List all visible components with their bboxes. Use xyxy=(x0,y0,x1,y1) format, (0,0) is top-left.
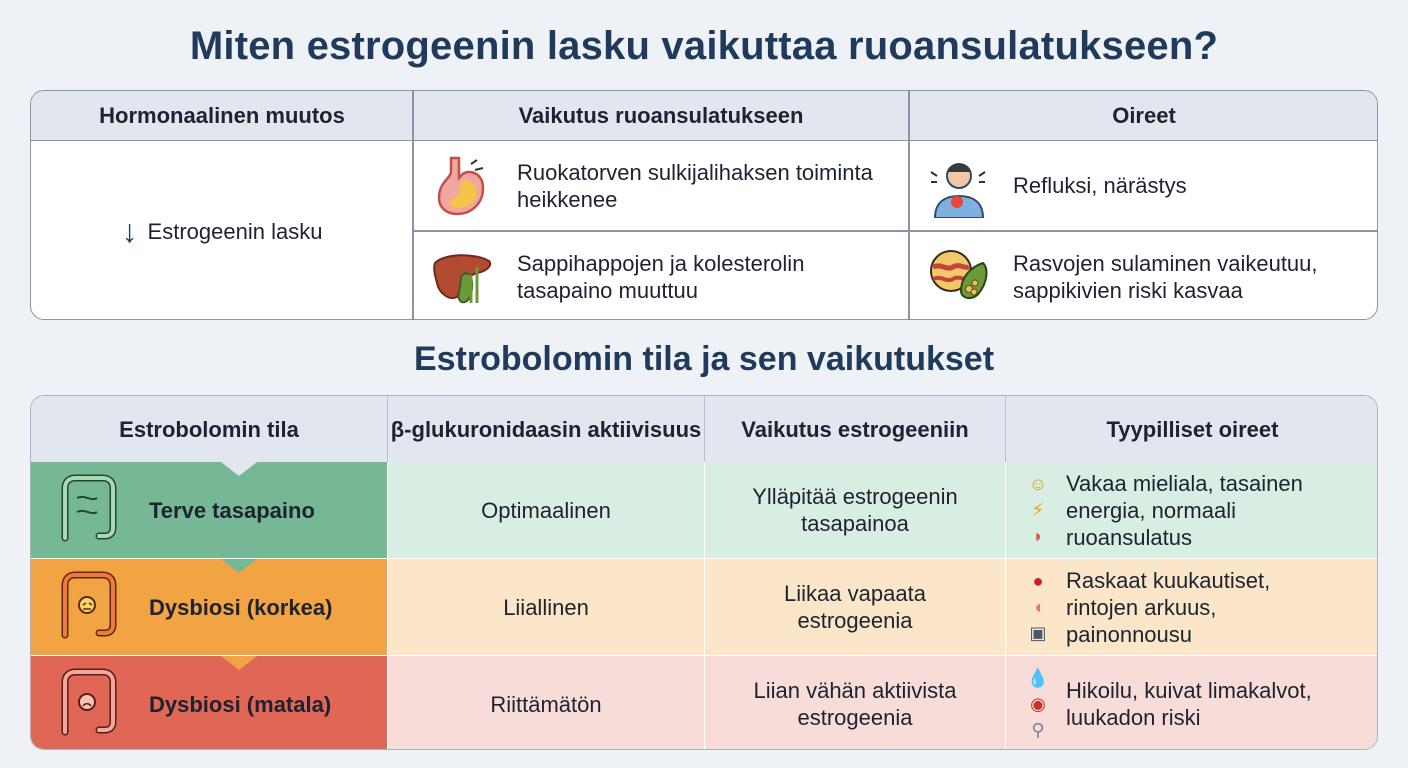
dysbiotic-gut-icon xyxy=(51,666,127,742)
estrogen-decline-label: Estrogeenin lasku xyxy=(147,218,323,244)
symptoms-label: Vakaa mieliala, tasainen energia, normaali ruoansulatus xyxy=(1066,470,1303,550)
state-label: Dysbiosi (matala) xyxy=(149,691,332,717)
bone-icon: ⚲ xyxy=(1031,720,1045,740)
effect-cell-2 xyxy=(431,232,901,320)
header-hormonal-change: Hormonaalinen muutos xyxy=(31,91,413,141)
header-typical-symptoms: Tyypilliset oireet xyxy=(1006,396,1378,462)
symptoms-cell xyxy=(1006,559,1378,655)
table-row xyxy=(31,462,1378,558)
sweat-drops-icon: 💧 xyxy=(1026,668,1050,688)
header-digestive-effect: Vaikutus ruoansulatukseen xyxy=(413,91,909,141)
table-row xyxy=(31,559,1378,655)
breast-icon: ◖ xyxy=(1032,597,1044,617)
effect-label: Liian vähän aktiivista estrogeenia xyxy=(753,678,957,730)
blood-drop-icon: ● xyxy=(1032,571,1044,591)
symptom-text-2: Rasvojen sulaminen vaikeutuu, sappikivien riski kasvaa xyxy=(1013,250,1318,303)
effect-label: Ylläpitää estrogeenin tasapainoa xyxy=(752,484,958,536)
page-title: Miten estrogeenin lasku vaikuttaa ruoansulatukseen? xyxy=(189,24,1219,68)
header-symptoms: Oireet xyxy=(909,91,1378,141)
state-label: Terve tasapaino xyxy=(149,497,315,523)
heartburn-person-icon xyxy=(927,154,991,218)
header-beta-glucuronidase: β-glukuronidaasin aktiivisuus xyxy=(388,396,705,462)
estrogen-decline-cell xyxy=(31,141,413,320)
activity-label: Riittämätön xyxy=(490,691,602,717)
state-label: Dysbiosi (korkea) xyxy=(149,594,333,620)
gallstones-icon xyxy=(927,245,991,309)
activity-label: Optimaalinen xyxy=(481,497,611,523)
activity-label: Liiallinen xyxy=(503,594,589,620)
state-cell xyxy=(31,462,388,558)
symptoms-cell xyxy=(1006,656,1378,750)
table-row xyxy=(31,656,1378,750)
healthy-gut-icon xyxy=(51,472,127,548)
effect-text-2: Sappihappojen ja kolesterolin tasapaino muuttuu xyxy=(517,250,805,303)
symptoms-label: Hikoilu, kuivat limakalvot, luukadon riski xyxy=(1066,678,1312,730)
smile-icon: ☺ xyxy=(1028,474,1048,494)
header-estrogen-effect: Vaikutus estrogeeniin xyxy=(705,396,1006,462)
effect-cell xyxy=(705,656,1006,750)
scale-icon: ▣ xyxy=(1029,623,1047,643)
section-title: Estrobolomin tila ja sen vaikutukset xyxy=(413,340,995,378)
energy-icon: ⚡ xyxy=(1031,500,1045,520)
hormone-table xyxy=(30,90,1378,320)
inflamed-gut-icon xyxy=(51,569,127,645)
stomach-icon: ◗ xyxy=(1032,526,1044,546)
state-cell xyxy=(31,559,388,655)
effect-cell xyxy=(705,462,1006,558)
effect-text-1: Ruokatorven sulkijalihaksen toiminta heikkenee xyxy=(517,159,873,212)
symptom-text-1: Refluksi, närästys xyxy=(1013,173,1187,198)
mouth-icon: ◉ xyxy=(1030,694,1046,714)
effect-cell-1 xyxy=(431,141,901,230)
symptom-cell-2 xyxy=(927,232,1377,320)
symptoms-cell xyxy=(1006,462,1378,558)
header-estrobolome-state: Estrobolomin tila xyxy=(31,396,388,462)
liver-gallbladder-icon xyxy=(431,245,495,309)
symptom-cell-1 xyxy=(927,141,1377,230)
activity-cell xyxy=(388,462,705,558)
arrow-down-icon: ↓ xyxy=(121,212,138,249)
effect-cell xyxy=(705,559,1006,655)
activity-cell xyxy=(388,656,705,750)
state-cell xyxy=(31,656,388,750)
stomach-icon xyxy=(431,154,495,218)
symptoms-label: Raskaat kuukautiset, rintojen arkuus, painonnousu xyxy=(1066,567,1271,647)
activity-cell xyxy=(388,559,705,655)
effect-label: Liikaa vapaata estrogeenia xyxy=(784,581,926,633)
estrobolome-table xyxy=(30,395,1378,750)
